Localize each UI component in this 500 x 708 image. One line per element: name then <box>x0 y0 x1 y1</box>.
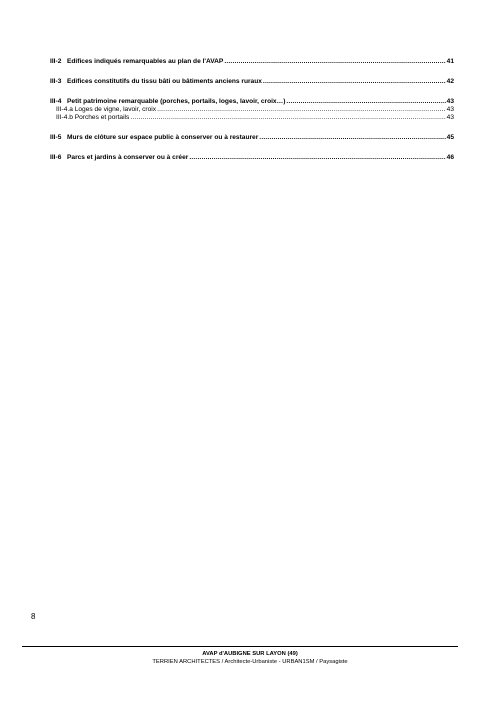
page-number: 8 <box>31 612 36 621</box>
toc-leader-dots <box>224 58 445 66</box>
toc-leader-dots <box>263 78 446 86</box>
toc-leader-dots <box>286 98 445 106</box>
toc-entry-number: III-3 <box>50 78 62 85</box>
toc-entry-title: Petit patrimoine remarquable (porches, portails, loges, lavoir, croix…) <box>67 98 286 105</box>
footer-divider <box>22 646 458 647</box>
toc-leader-dots <box>157 106 446 114</box>
footer-title: AVAP d'AUBIGNE SUR LAYON (49) <box>202 651 298 657</box>
toc-entry-iii-2[interactable] <box>50 58 454 66</box>
toc-entry-page: 43 <box>446 98 454 105</box>
toc-subentry-title: III-4.a Loges de vigne, lavoir, croix <box>56 106 157 113</box>
toc-leader-dots <box>189 154 445 162</box>
toc-entry-title: Edifices constitutifs du tissu bâti ou bâtiments anciens ruraux <box>67 78 262 85</box>
toc-subentry-iii-4a[interactable] <box>50 106 454 114</box>
toc-subentry-iii-4b[interactable] <box>50 114 454 122</box>
toc-leader-dots <box>259 134 445 142</box>
page-footer <box>0 650 500 666</box>
toc-entry-title: Edifices indiqués remarquables au plan de l'AVAP <box>67 58 224 65</box>
toc-entry-number: III-5 <box>50 134 62 141</box>
toc-entry-number: III-4 <box>50 98 62 105</box>
toc-entry-number: III-2 <box>50 58 62 65</box>
table-of-contents <box>50 58 454 162</box>
toc-entry-page: 46 <box>446 154 454 161</box>
toc-entry-number: III-6 <box>50 154 62 161</box>
toc-entry-page: 41 <box>446 58 454 65</box>
toc-entry-page: 45 <box>446 134 454 141</box>
toc-entry-title: Parcs et jardins à conserver ou à créer <box>67 154 189 161</box>
toc-entry-iii-6[interactable] <box>50 154 454 162</box>
toc-entry-iii-3[interactable] <box>50 78 454 86</box>
toc-subentry-title: III-4.b Porches et portails <box>56 114 130 121</box>
footer-credits: TERRIEN ARCHITECTES / Architecte-Urbaniste - URBAN1SM / Paysagiste <box>152 659 348 665</box>
toc-subentry-page: 43 <box>446 106 454 113</box>
toc-entry-iii-4[interactable] <box>50 98 454 106</box>
toc-subentry-page: 43 <box>446 114 454 121</box>
toc-leader-dots <box>130 114 445 122</box>
toc-entry-iii-5[interactable] <box>50 134 454 142</box>
toc-entry-page: 42 <box>446 78 454 85</box>
toc-entry-title: Murs de clôture sur espace public à conserver ou à restaurer <box>67 134 259 141</box>
